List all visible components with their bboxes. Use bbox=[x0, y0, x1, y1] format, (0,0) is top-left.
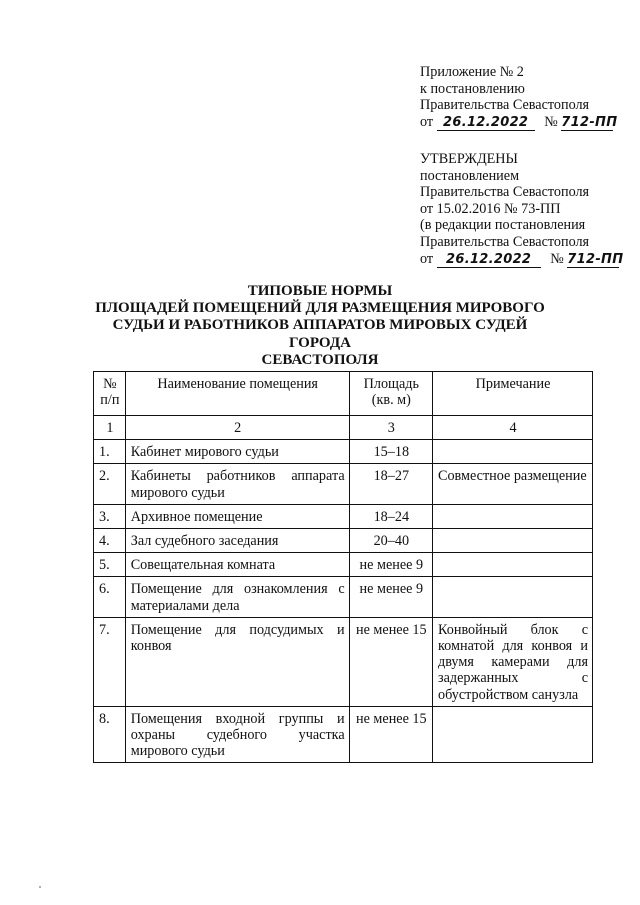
row-num: 5. bbox=[94, 553, 126, 577]
header-name: Наименование помещения bbox=[125, 372, 349, 416]
row-name: Архивное помещение bbox=[125, 504, 349, 528]
row-note: Конвойный блок с комнатой для конвоя и двумя камерами для задержанных с обустройством санузла bbox=[433, 617, 593, 706]
row-note bbox=[433, 440, 593, 464]
appendix-line3: Правительства Севастополя bbox=[420, 97, 590, 114]
table-row bbox=[94, 577, 593, 617]
table-header-row bbox=[94, 372, 593, 416]
index-cell-2: 2 bbox=[125, 416, 349, 440]
row-note: Совместное размещение bbox=[433, 464, 593, 504]
approved-line6: Правительства Севастополя bbox=[420, 233, 590, 250]
norms-table bbox=[93, 371, 593, 763]
table-index-row bbox=[94, 416, 593, 440]
appendix-line2: к постановлению bbox=[420, 80, 525, 97]
approved-date-line bbox=[420, 250, 624, 268]
row-area: не менее 15 bbox=[349, 706, 432, 763]
row-name: Кабинеты работников аппарата мирового судьи bbox=[125, 464, 349, 504]
header-area: Площадь (кв. м) bbox=[349, 372, 432, 416]
approved-line1: УТВЕРЖДЕНЫ bbox=[420, 151, 518, 167]
table-row bbox=[94, 529, 593, 553]
row-note bbox=[433, 553, 593, 577]
index-cell-4: 4 bbox=[433, 416, 593, 440]
row-area: не менее 9 bbox=[349, 577, 432, 617]
appendix-block bbox=[420, 64, 618, 131]
approved-number-prefix: № bbox=[550, 250, 564, 267]
table-row bbox=[94, 706, 593, 763]
scan-speck bbox=[39, 886, 41, 888]
table-row bbox=[94, 440, 593, 464]
index-cell-1: 1 bbox=[94, 416, 126, 440]
appendix-line1: Приложение № 2 bbox=[420, 64, 524, 80]
row-name: Совещательная комната bbox=[125, 553, 349, 577]
appendix-date-handwritten: 26.12.2022 bbox=[437, 116, 535, 131]
row-num: 1. bbox=[94, 440, 126, 464]
title-line2: ПЛОЩАДЕЙ ПОМЕЩЕНИЙ ДЛЯ РАЗМЕЩЕНИЯ МИРОВОГО bbox=[95, 300, 545, 317]
table-row bbox=[94, 464, 593, 504]
row-num: 3. bbox=[94, 504, 126, 528]
row-name: Помещение для ознакомления с материалами дела bbox=[125, 577, 349, 617]
appendix-number-prefix: № bbox=[544, 113, 558, 130]
row-num: 4. bbox=[94, 529, 126, 553]
title-line4: СЕВАСТОПОЛЯ bbox=[261, 351, 379, 368]
row-num: 7. bbox=[94, 617, 126, 706]
row-num: 8. bbox=[94, 706, 126, 763]
row-area: не менее 9 bbox=[349, 553, 432, 577]
row-name: Кабинет мирового судьи bbox=[125, 440, 349, 464]
row-area: 20–40 bbox=[349, 529, 432, 553]
appendix-number-handwritten: 712-ПП bbox=[561, 114, 618, 130]
approved-line4: от 15.02.2016 № 73-ПП bbox=[420, 200, 561, 217]
row-area: не менее 15 bbox=[349, 617, 432, 706]
table-row bbox=[94, 553, 593, 577]
approved-block bbox=[420, 151, 624, 268]
row-num: 6. bbox=[94, 577, 126, 617]
approved-line5: (в редакции постановления bbox=[420, 217, 586, 234]
row-area: 18–27 bbox=[349, 464, 432, 504]
title-line3: СУДЬИ И РАБОТНИКОВ АППАРАТОВ МИРОВЫХ СУДЕЙ ГОРОДА bbox=[112, 317, 528, 351]
approved-date-prefix: от bbox=[420, 250, 434, 267]
approved-number-handwritten: 712-ПП bbox=[567, 251, 624, 267]
document-title bbox=[90, 283, 550, 369]
row-num: 2. bbox=[94, 464, 126, 504]
row-name: Помещения входной группы и охраны судебного участка мирового судьи bbox=[125, 706, 349, 763]
header-num: № п/п bbox=[94, 372, 126, 416]
title-line1: ТИПОВЫЕ НОРМЫ bbox=[247, 283, 393, 299]
table-row bbox=[94, 617, 593, 706]
header-note: Примечание bbox=[433, 372, 593, 416]
row-area: 15–18 bbox=[349, 440, 432, 464]
approved-line2: постановлением bbox=[420, 167, 520, 184]
appendix-date-line bbox=[420, 113, 618, 131]
table-row bbox=[94, 504, 593, 528]
row-area: 18–24 bbox=[349, 504, 432, 528]
appendix-date-prefix: от bbox=[420, 113, 434, 130]
row-note bbox=[433, 706, 593, 763]
row-name: Зал судебного заседания bbox=[125, 529, 349, 553]
approved-date-handwritten: 26.12.2022 bbox=[437, 253, 541, 268]
approved-line3: Правительства Севастополя bbox=[420, 184, 590, 201]
row-note bbox=[433, 529, 593, 553]
index-cell-3: 3 bbox=[349, 416, 432, 440]
row-note bbox=[433, 577, 593, 617]
row-note bbox=[433, 504, 593, 528]
row-name: Помещение для подсудимых и конвоя bbox=[125, 617, 349, 706]
